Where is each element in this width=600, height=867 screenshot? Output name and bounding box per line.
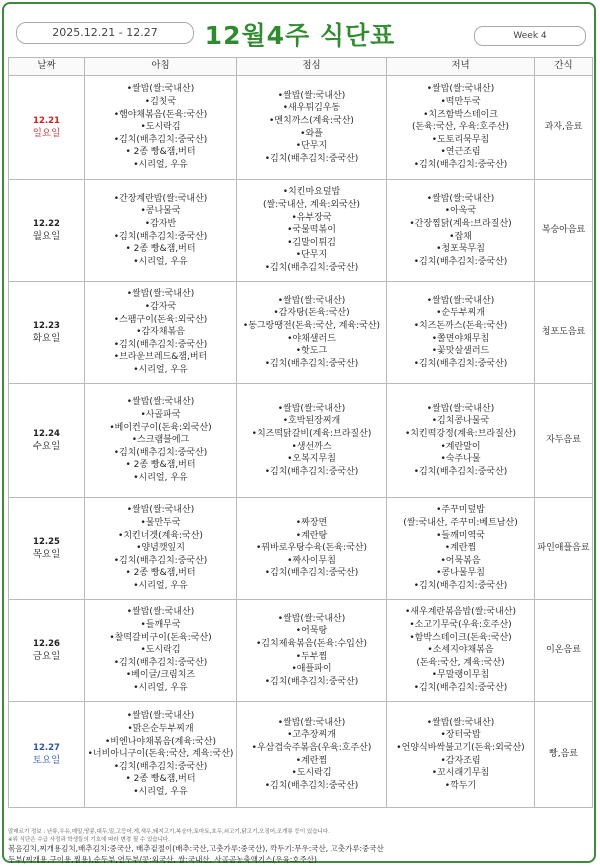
- menu-item: •김치(배추김치:중국산): [413, 466, 508, 477]
- menu-item: (돈육:국산, 우육:호주산): [411, 122, 510, 133]
- snack-cell: 과자,음료: [535, 76, 593, 180]
- col-header-date: 날짜: [9, 58, 85, 76]
- menu-item: •김치(배추김치:중국산): [413, 682, 508, 693]
- lunch-cell: [237, 702, 387, 808]
- menu-item: •생선까스: [291, 441, 332, 452]
- menu-item: •쌀밥(쌀:국내산): [426, 193, 495, 204]
- lunch-cell: [237, 180, 387, 282]
- menu-item: •물만두국: [140, 518, 181, 529]
- menu-item: •떡만두국: [440, 97, 481, 108]
- header: [0, 0, 600, 56]
- menu-item: •꽃맛살샐러드: [431, 346, 490, 357]
- menu-item: •짜사이무침: [287, 555, 336, 566]
- menu-item: •맑은순두부찌개: [127, 724, 194, 735]
- menu-item: •쌀밥(쌀:국내산): [126, 711, 195, 722]
- day-weekday: 수요일: [32, 440, 61, 452]
- day-date: 12.22: [33, 218, 60, 229]
- lunch-cell: [237, 498, 387, 600]
- menu-item: (쌀:국내산, 계육:외국산): [262, 200, 361, 211]
- menu-item: •김치(배추김치:중국산): [264, 262, 359, 273]
- menu-item: •콩나물국: [140, 206, 181, 217]
- snack-cell: 빵,음료: [535, 702, 593, 808]
- lunch-cell: [237, 76, 387, 180]
- menu-item: •김치(배추김치:중국산): [264, 568, 359, 579]
- snack-cell: 복숭아음료: [535, 180, 593, 282]
- menu-item: •시리얼, 우유: [133, 682, 188, 693]
- menu-item: •연근조림: [440, 147, 481, 158]
- menu-item: •치즈떡닭갈비(계육:브라질산): [251, 428, 372, 439]
- day-date: 12.21: [33, 115, 60, 126]
- day-date: 12.26: [33, 638, 60, 649]
- menu-item: •치킨마요덮밥: [282, 187, 341, 198]
- lunch-cell: [237, 282, 387, 384]
- breakfast-cell: [85, 180, 237, 282]
- meal-table: [8, 57, 593, 808]
- menu-item: •감자국: [144, 302, 177, 313]
- day-weekday: 금요일: [32, 650, 61, 662]
- breakfast-cell: [85, 702, 237, 808]
- menu-item: •순두부찌개: [436, 308, 485, 319]
- snack-cell: 자두음료: [535, 384, 593, 498]
- menu-item: •쌀밥(쌀:국내산): [126, 289, 195, 300]
- menu-item: •김치(배추김치:중국산): [413, 358, 508, 369]
- menu-item: •어묵볶음: [440, 555, 481, 566]
- menu-item: •깍두기: [444, 780, 477, 791]
- menu-item: •쌀밥(쌀:국내산): [126, 84, 195, 95]
- dinner-cell: [387, 498, 535, 600]
- menu-item: •청포묵무침: [436, 244, 485, 255]
- menu-item: •김치(배추김치:중국산): [264, 780, 359, 791]
- menu-item: •감자반: [144, 218, 177, 229]
- menu-item: •계란탕: [295, 530, 328, 541]
- menu-item: •유부장국: [291, 212, 332, 223]
- snack-cell: 청포도음료: [535, 282, 593, 384]
- menu-item: •아욱국: [444, 206, 477, 217]
- menu-item: • 2종 빵&잼,버터: [125, 147, 196, 158]
- menu-item: •베이글/크림치즈: [125, 670, 196, 681]
- menu-item: •김치(배추김치:중국산): [113, 339, 208, 350]
- menu-item: •들깨미역국: [436, 530, 485, 541]
- menu-item: •멘치까스(계육:국산): [269, 115, 354, 126]
- menu-item: •도시락김: [140, 122, 181, 133]
- breakfast-cell: [85, 498, 237, 600]
- day-date: 12.23: [33, 320, 60, 331]
- day-date: 12.27: [33, 742, 60, 753]
- menu-item: •사골파국: [140, 410, 181, 421]
- menu-item: •쌀밥(쌀:국내산): [426, 403, 495, 414]
- menu-item: •김치(배추김치:중국산): [413, 256, 508, 267]
- menu-item: •감자채볶음: [136, 327, 185, 338]
- day-weekday: 목요일: [32, 548, 61, 560]
- menu-item: •치즈함박스테이크: [423, 109, 498, 120]
- menu-item: •김치(배추김치:중국산): [113, 761, 208, 772]
- menu-item: •주꾸미덮밥: [436, 505, 485, 516]
- menu-item: •김말이튀김: [287, 237, 336, 248]
- menu-item: •치킨너겟(계육:국산): [118, 530, 203, 541]
- menu-item: •간장찜닭(계육:브라질산): [409, 218, 512, 229]
- menu-item: • 2종 빵&잼,버터: [125, 244, 196, 255]
- dinner-cell: [387, 76, 535, 180]
- menu-item: •브라운브레드&잼,버터: [113, 352, 208, 363]
- menu-item: •김치(배추김치:중국산): [413, 580, 508, 591]
- menu-item: •쌀밥(쌀:국내산): [277, 613, 346, 624]
- menu-item: •쫄면야채무침: [431, 333, 490, 344]
- menu-item: •쌀밥(쌀:국내산): [277, 90, 346, 101]
- day-weekday: 화요일: [32, 332, 61, 344]
- origin-info-1: 볶음김치,찌개용김치,배추김치:중국산, 배추겉절이(배추:국산,고춧가루:중국산), 깍두기:무우:국산, 고춧가루:중국산: [8, 844, 384, 853]
- menu-item: •쌀밥(쌀:국내산): [426, 295, 495, 306]
- menu-item: •새우계란볶음밥(쌀:국내산): [405, 607, 516, 618]
- menu-item: •비엔나야채볶음(계육:국산): [105, 736, 216, 747]
- col-header-snack: 간식: [535, 58, 593, 76]
- menu-item: •도시락김: [140, 645, 181, 656]
- day-row: [9, 76, 593, 180]
- menu-item: •찰떡갈비구이(돈육:국산): [109, 632, 212, 643]
- menu-item: •무말랭이무침: [431, 670, 490, 681]
- menu-item: •김치(배추김치:중국산): [264, 466, 359, 477]
- menu-item: •김칫국: [144, 97, 177, 108]
- menu-item: •어묵탕: [295, 626, 328, 637]
- day-weekday: 토요일: [32, 754, 61, 766]
- menu-item: •김치(배추김치:중국산): [113, 555, 208, 566]
- menu-item: •시리얼, 우유: [133, 159, 188, 170]
- menu-item: •새우튀김우동: [282, 103, 341, 114]
- menu-item: •단무지: [295, 141, 328, 152]
- menu-item: •쌀밥(쌀:국내산): [426, 84, 495, 95]
- menu-item: •국물떡볶이: [287, 225, 336, 236]
- menu-item: •숙주나물: [440, 454, 481, 465]
- day-row: [9, 384, 593, 498]
- menu-item: •시리얼, 우유: [133, 472, 188, 483]
- menu-item: •시리얼, 우유: [133, 364, 188, 375]
- breakfast-cell: [85, 600, 237, 702]
- week-label: Week 4: [474, 26, 586, 46]
- footer: [8, 828, 592, 865]
- menu-item: •언양식바싹불고기(돈육:외국산): [396, 742, 525, 753]
- lunch-cell: [237, 600, 387, 702]
- menu-item: •쌀밥(쌀:국내산): [126, 505, 195, 516]
- menu-item: •스크램블에그: [131, 435, 190, 446]
- menu-item: •간장계란밥(쌀:국내산): [113, 193, 208, 204]
- menu-item: •애플파이: [291, 664, 332, 675]
- menu-item: •김치콩나물국: [431, 416, 490, 427]
- col-header-dinner: 저녁: [387, 58, 535, 76]
- menu-item: •잡채: [449, 231, 472, 242]
- breakfast-cell: [85, 76, 237, 180]
- menu-item: •감자탕(돈육:국산): [273, 308, 350, 319]
- menu-item: •오복지무침: [287, 454, 336, 465]
- menu-item: •쌀밥(쌀:국내산): [126, 397, 195, 408]
- menu-item: • 2종 빵&잼,버터: [125, 460, 196, 471]
- menu-item: •양념깻잎지: [136, 543, 185, 554]
- menu-item: •동그랑땡전(돈육:국산, 계육:국산): [242, 320, 381, 331]
- menu-item: •햄야채볶음(돈육:국산): [113, 109, 208, 120]
- lunch-cell: [237, 384, 387, 498]
- day-row: [9, 498, 593, 600]
- menu-item: •쌀밥(쌀:국내산): [277, 717, 346, 728]
- menu-item: •쌀밥(쌀:국내산): [126, 607, 195, 618]
- menu-item: •김치(배추김치:중국산): [264, 153, 359, 164]
- menu-item: •김치(배추김치:중국산): [264, 358, 359, 369]
- dinner-cell: [387, 282, 535, 384]
- menu-item: •야채샐러드: [287, 333, 336, 344]
- day-weekday: 일요일: [32, 127, 61, 139]
- menu-item: •치킨떡강정(계육:브라질산): [405, 428, 516, 439]
- menu-item: •꼬시래기무침: [431, 768, 490, 779]
- menu-item: •짜장면: [295, 518, 328, 529]
- breakfast-cell: [85, 282, 237, 384]
- menu-item: •너비아니구이(돈육:국산, 계육:국산): [87, 749, 234, 760]
- day-cell: [9, 702, 85, 808]
- menu-item: • 2종 빵&잼,버터: [125, 568, 196, 579]
- menu-item: •콩나물무침: [436, 568, 485, 579]
- day-cell: [9, 384, 85, 498]
- menu-item: •소고기무국(우육:호주산): [409, 620, 512, 631]
- day-date: 12.25: [33, 536, 60, 547]
- col-header-breakfast: 아침: [85, 58, 237, 76]
- dinner-cell: [387, 180, 535, 282]
- menu-item: •스팸구이(돈육:외국산): [113, 314, 208, 325]
- day-cell: [9, 600, 85, 702]
- menu-item: •쌀밥(쌀:국내산): [277, 403, 346, 414]
- menu-item: •계란찜: [295, 755, 328, 766]
- menu-item: •감자조림: [440, 755, 481, 766]
- menu-item: (돈육:국산, 계육:국산): [416, 657, 505, 668]
- table-body: [9, 76, 593, 808]
- breakfast-cell: [85, 384, 237, 498]
- menu-item: •도시락김: [291, 768, 332, 779]
- menu-item: •쌀밥(쌀:국내산): [277, 295, 346, 306]
- menu-item: •김치(배추김치:중국산): [113, 231, 208, 242]
- menu-item: •김치(배추김치:중국산): [113, 447, 208, 458]
- menu-item: •와플: [300, 128, 323, 139]
- menu-item: •김치(배추김치:중국산): [264, 676, 359, 687]
- menu-item: •우삼겹숙주볶음(우육:호주산): [251, 742, 372, 753]
- menu-item: •소세지야채볶음: [427, 645, 494, 656]
- menu-item: •고추장찌개: [287, 730, 336, 741]
- day-row: [9, 600, 593, 702]
- menu-item: •베이컨구이(돈육:외국산): [109, 422, 212, 433]
- day-weekday: 월요일: [32, 230, 61, 242]
- menu-item: •두부찜: [295, 651, 328, 662]
- menu-item: •김치(배추김치:중국산): [113, 134, 208, 145]
- day-row: [9, 702, 593, 808]
- menu-item: •단무지: [295, 250, 328, 261]
- change-notice: ※위 식단은 수급 사정과 학생들의 기호에 따라 변경 될 수 있습니다.: [8, 837, 170, 843]
- menu-item: •쌀밥(쌀:국내산): [426, 717, 495, 728]
- date-range: 2025.12.21 - 12.27: [16, 22, 194, 44]
- menu-item: •시리얼, 우유: [133, 580, 188, 591]
- origin-info-2: 두부(찌개용,구이용,찜용),순두부,연두부/콩:외국산, 쌀:국내산, 사골곰농축액기스(우육:호주산): [8, 854, 317, 864]
- dinner-cell: [387, 702, 535, 808]
- day-date: 12.24: [33, 428, 60, 439]
- day-cell: [9, 76, 85, 180]
- day-cell: [9, 180, 85, 282]
- menu-item: •함박스테이크(돈육:국산): [409, 632, 512, 643]
- dinner-cell: [387, 384, 535, 498]
- snack-cell: 이온음료: [535, 600, 593, 702]
- menu-item: •계란말이: [440, 441, 481, 452]
- menu-item: •시리얼, 우유: [133, 256, 188, 267]
- dinner-cell: [387, 600, 535, 702]
- day-cell: [9, 282, 85, 384]
- menu-item: •핫도그: [295, 346, 328, 357]
- menu-item: •치즈돈까스(돈육:국산): [413, 320, 508, 331]
- page-title: 12월4주 식단표: [204, 21, 396, 50]
- menu-item: •꿔바로우탕수육(돈육:국산): [256, 543, 367, 554]
- menu-item: •김치제육볶음(돈육:수입산): [256, 638, 367, 649]
- menu-item: (쌀:국내산, 주꾸미:베트남산): [403, 518, 518, 529]
- day-cell: [9, 498, 85, 600]
- day-row: [9, 180, 593, 282]
- menu-item: •시리얼, 우유: [133, 786, 188, 797]
- menu-item: •계란찜: [444, 543, 477, 554]
- menu-item: •들깨무국: [140, 620, 181, 631]
- menu-item: • 2종 빵&잼,버터: [125, 774, 196, 785]
- menu-item: •장터국밥: [440, 730, 481, 741]
- col-header-lunch: 점심: [237, 58, 387, 76]
- snack-cell: 파인애플음료: [535, 498, 593, 600]
- allergy-info: 알레르기 정보 : 난류,우유,메밀,땅콩,대두,밀,고등어,게,새우,돼지고기,복숭아,토마토,호두,쇠고기,닭고기,오징어,조개류 등이 있습니다.: [8, 829, 330, 835]
- menu-item: •호박된장찌개: [282, 416, 341, 427]
- day-row: [9, 282, 593, 384]
- menu-item: •도토리묵무침: [431, 134, 490, 145]
- table-header-row: [9, 58, 593, 76]
- menu-item: •김치(배추김치:중국산): [113, 657, 208, 668]
- menu-item: •김치(배추김치:중국산): [413, 159, 508, 170]
